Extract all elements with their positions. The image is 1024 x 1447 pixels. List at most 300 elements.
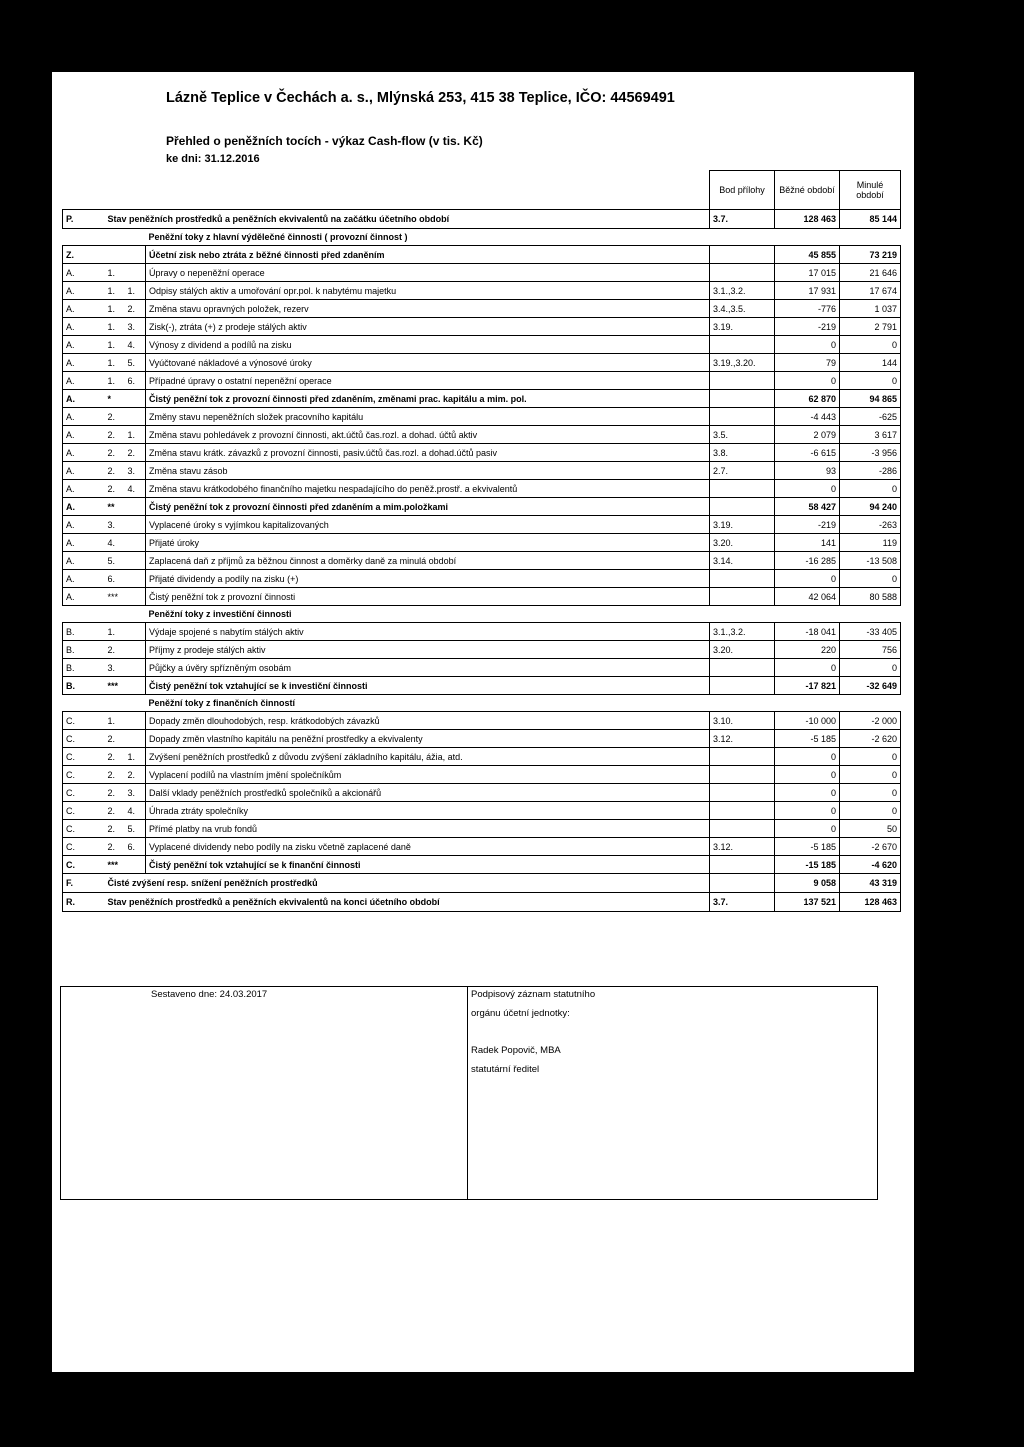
row-note: 3.20. <box>710 534 775 552</box>
row-note <box>710 570 775 588</box>
header-row <box>63 171 901 210</box>
row-code-3 <box>125 677 146 695</box>
row-note <box>710 246 775 264</box>
row-code-1: A. <box>63 318 105 336</box>
row-note <box>710 372 775 390</box>
table-row <box>63 802 901 820</box>
row-previous: -286 <box>840 462 901 480</box>
row-note <box>710 659 775 677</box>
row-current: 0 <box>775 659 840 677</box>
table-row <box>63 534 901 552</box>
row-code-1: A. <box>63 408 105 426</box>
row-note: 3.7. <box>710 210 775 229</box>
row-note: 3.19. <box>710 516 775 534</box>
row-note: 3.10. <box>710 712 775 730</box>
signatory-role: statutární ředitel <box>471 1064 540 1075</box>
table-row <box>63 552 901 570</box>
row-code-1: A. <box>63 264 105 282</box>
row-current: 79 <box>775 354 840 372</box>
row-label: Zvýšení peněžních prostředků z důvodu zvýšení základního kapitálu, ážia, atd. <box>146 748 710 766</box>
row-current: 0 <box>775 766 840 784</box>
row-code-3: 2. <box>125 444 146 462</box>
row-code: R. <box>63 893 105 912</box>
row-label: Dopady změn dlouhodobých, resp. krátkodobých závazků <box>146 712 710 730</box>
row-code-1: B. <box>63 677 105 695</box>
row-code-2: 2. <box>105 641 125 659</box>
table-row <box>63 300 901 318</box>
row-code-3: 1. <box>125 748 146 766</box>
row-label: Změna stavu krátk. závazků z provozní činnosti, pasiv.účtů čas.rozl. a dohad.účtů pasiv <box>146 444 710 462</box>
row-current: 0 <box>775 784 840 802</box>
row-code-2: 1. <box>105 300 125 318</box>
row-previous: -13 508 <box>840 552 901 570</box>
row-current: 0 <box>775 570 840 588</box>
row-note: 3.12. <box>710 730 775 748</box>
row-code-2: 3. <box>105 516 125 534</box>
row-label: Změna stavu pohledávek z provozní činnosti, akt.účtů čas.rozl. a dohad. účtů aktiv <box>146 426 710 444</box>
row-code-2: 3. <box>105 659 125 677</box>
row-current: 0 <box>775 820 840 838</box>
row-label: Změna stavu opravných položek, rezerv <box>146 300 710 318</box>
table-row <box>63 354 901 372</box>
row-previous: 0 <box>840 372 901 390</box>
row-code-1: C. <box>63 748 105 766</box>
row-previous: 0 <box>840 659 901 677</box>
row-note <box>710 856 775 874</box>
row-note <box>710 677 775 695</box>
table-row <box>63 444 901 462</box>
table-row <box>63 856 901 874</box>
row-code-3: 4. <box>125 336 146 354</box>
row-current: -15 185 <box>775 856 840 874</box>
row-code-3 <box>125 246 146 264</box>
row-note: 3.1.,3.2. <box>710 623 775 641</box>
table-row <box>63 588 901 606</box>
table-row <box>63 498 901 516</box>
row-code-1: C. <box>63 784 105 802</box>
row-note <box>710 498 775 516</box>
col-previous-header: Minulé období <box>840 171 901 210</box>
row-previous: 0 <box>840 480 901 498</box>
row-previous: 0 <box>840 748 901 766</box>
row-previous: 0 <box>840 784 901 802</box>
row-previous: -4 620 <box>840 856 901 874</box>
row-current: -16 285 <box>775 552 840 570</box>
row-label: Přijaté úroky <box>146 534 710 552</box>
row-code-2: 2. <box>105 820 125 838</box>
row-previous: 119 <box>840 534 901 552</box>
row-code-1: B. <box>63 641 105 659</box>
table-row <box>63 712 901 730</box>
signature-record-label-1: Podpisový záznam statutního <box>471 989 596 1000</box>
row-code-1: C. <box>63 838 105 856</box>
col-note-header: Bod přílohy <box>710 171 775 210</box>
row-code-1: A. <box>63 390 105 408</box>
compiled-date: Sestaveno dne: 24.03.2017 <box>151 989 268 1000</box>
row-current: -5 185 <box>775 730 840 748</box>
row-code-2: * <box>105 390 125 408</box>
row-code-3: 5. <box>125 820 146 838</box>
table-row <box>63 210 901 229</box>
row-note <box>710 820 775 838</box>
row-current: -6 615 <box>775 444 840 462</box>
table-row <box>63 246 901 264</box>
row-note <box>710 784 775 802</box>
row-code-3 <box>125 534 146 552</box>
spacer <box>63 695 146 712</box>
row-previous: 0 <box>840 570 901 588</box>
table-row <box>63 282 901 300</box>
table-row <box>63 264 901 282</box>
row-code-2: 2. <box>105 784 125 802</box>
row-code-2: 1. <box>105 354 125 372</box>
table-row <box>63 480 901 498</box>
row-code-2: 2. <box>105 730 125 748</box>
row-code-1: C. <box>63 766 105 784</box>
row-code-2: 1. <box>105 336 125 354</box>
row-current: 17 931 <box>775 282 840 300</box>
row-code-2: 4. <box>105 534 125 552</box>
row-code-3 <box>125 712 146 730</box>
row-label: Případné úpravy o ostatní nepeněžní operace <box>146 372 710 390</box>
row-label: Úpravy o nepeněžní operace <box>146 264 710 282</box>
row-code-3: 3. <box>125 462 146 480</box>
report-date: ke dni: 31.12.2016 <box>166 153 260 165</box>
row-current: 0 <box>775 480 840 498</box>
row-current: -17 821 <box>775 677 840 695</box>
table-row <box>63 874 901 893</box>
row-note: 2.7. <box>710 462 775 480</box>
table-row <box>63 390 901 408</box>
row-current: -10 000 <box>775 712 840 730</box>
row-code-1: A. <box>63 300 105 318</box>
row-label: Změna stavu krátkodobého finančního majetku nespadajícího do peněž.prostř. a ekvivalentů <box>146 480 710 498</box>
row-note: 3.12. <box>710 838 775 856</box>
row-previous: 85 144 <box>840 210 901 229</box>
table-row <box>63 893 901 912</box>
table-row <box>63 730 901 748</box>
row-code-3 <box>125 623 146 641</box>
row-previous: -2 620 <box>840 730 901 748</box>
row-previous: -263 <box>840 516 901 534</box>
row-code-3 <box>125 390 146 408</box>
row-code-2: 2. <box>105 802 125 820</box>
row-code-3: 2. <box>125 300 146 318</box>
row-current: -219 <box>775 318 840 336</box>
row-label: Stav peněžních prostředků a peněžních ekvivalentů na konci účetního období <box>105 893 710 912</box>
row-code-2: 2. <box>105 408 125 426</box>
row-label: Čistý peněžní tok z provozní činnosti před zdaněním a mim.položkami <box>146 498 710 516</box>
row-code-3: 4. <box>125 480 146 498</box>
row-note: 3.20. <box>710 641 775 659</box>
row-previous: 50 <box>840 820 901 838</box>
row-current: 0 <box>775 748 840 766</box>
row-note: 3.19.,3.20. <box>710 354 775 372</box>
row-label: Čistý peněžní tok z provozní činnosti <box>146 588 710 606</box>
table-row <box>63 641 901 659</box>
row-previous: 3 617 <box>840 426 901 444</box>
row-note: 3.5. <box>710 426 775 444</box>
row-code-1: A. <box>63 516 105 534</box>
row-code-1: C. <box>63 730 105 748</box>
row-code-1: Z. <box>63 246 105 264</box>
row-label: Přijaté dividendy a podíly na zisku (+) <box>146 570 710 588</box>
row-code-1: A. <box>63 498 105 516</box>
row-note: 3.14. <box>710 552 775 570</box>
row-label: Vyplacení podílů na vlastním jmění společníkům <box>146 766 710 784</box>
signature-record-label-2: orgánu účetní jednotky: <box>471 1008 570 1019</box>
row-code-3 <box>125 498 146 516</box>
row-label: Odpisy stálých aktiv a umořování opr.pol. k nabytému majetku <box>146 282 710 300</box>
row-code-2: 2. <box>105 748 125 766</box>
row-previous: 73 219 <box>840 246 901 264</box>
row-note <box>710 264 775 282</box>
table-row <box>63 748 901 766</box>
row-label: Účetní zisk nebo ztráta z běžné činnosti před zdaněním <box>146 246 710 264</box>
table-row <box>63 784 901 802</box>
table-row <box>63 820 901 838</box>
row-label: Vyplacené dividendy nebo podíly na zisku včetně zaplacené daně <box>146 838 710 856</box>
row-code-2: 2. <box>105 480 125 498</box>
table-row <box>63 838 901 856</box>
row-code-2: 1. <box>105 623 125 641</box>
row-previous: 2 791 <box>840 318 901 336</box>
row-code-2: 5. <box>105 552 125 570</box>
row-current: 141 <box>775 534 840 552</box>
table-row <box>63 462 901 480</box>
row-code-3 <box>125 570 146 588</box>
row-current: 58 427 <box>775 498 840 516</box>
table-row <box>63 372 901 390</box>
row-current: 17 015 <box>775 264 840 282</box>
row-code-1: C. <box>63 820 105 838</box>
row-code-2: *** <box>105 588 125 606</box>
spacer <box>63 606 146 623</box>
section-heading-row <box>63 229 901 246</box>
row-code-2: 2. <box>105 426 125 444</box>
row-note <box>710 802 775 820</box>
row-code-3: 6. <box>125 372 146 390</box>
row-previous: -625 <box>840 408 901 426</box>
row-code-3: 1. <box>125 282 146 300</box>
row-code-3: 3. <box>125 784 146 802</box>
section-heading-row <box>63 695 901 712</box>
row-current: -5 185 <box>775 838 840 856</box>
company-title: Lázně Teplice v Čechách a. s., Mlýnská 253, 415 38 Teplice, IČO: 44569491 <box>166 90 675 106</box>
table-row <box>63 336 901 354</box>
row-label: Stav peněžních prostředků a peněžních ekvivalentů na začátku účetního období <box>105 210 710 229</box>
row-previous: 80 588 <box>840 588 901 606</box>
row-current: 0 <box>775 802 840 820</box>
table-row <box>63 766 901 784</box>
section-heading-row <box>63 606 901 623</box>
row-current: -776 <box>775 300 840 318</box>
row-label: Zisk(-), ztráta (+) z prodeje stálých aktiv <box>146 318 710 336</box>
row-code-1: A. <box>63 534 105 552</box>
row-note <box>710 408 775 426</box>
row-current: 45 855 <box>775 246 840 264</box>
row-code-2: *** <box>105 856 125 874</box>
row-code-3 <box>125 730 146 748</box>
table-row <box>63 677 901 695</box>
row-code-3: 1. <box>125 426 146 444</box>
col-current-header: Běžné období <box>775 171 840 210</box>
row-code-1: B. <box>63 623 105 641</box>
row-code-1: A. <box>63 282 105 300</box>
row-code-3 <box>125 264 146 282</box>
row-previous: 21 646 <box>840 264 901 282</box>
row-code-2: 2. <box>105 766 125 784</box>
row-previous: 94 865 <box>840 390 901 408</box>
row-code-3 <box>125 641 146 659</box>
row-code-1: A. <box>63 372 105 390</box>
row-code-1: A. <box>63 588 105 606</box>
row-current: 0 <box>775 336 840 354</box>
table-row <box>63 659 901 677</box>
row-label: Zaplacená daň z příjmů za běžnou činnost a doměrky daně za minulá období <box>146 552 710 570</box>
row-code-2: 1. <box>105 318 125 336</box>
row-previous: 144 <box>840 354 901 372</box>
row-code: P. <box>63 210 105 229</box>
cashflow-table <box>62 170 901 912</box>
row-code-2: 2. <box>105 462 125 480</box>
row-code-1: A. <box>63 444 105 462</box>
row-code-1: C. <box>63 712 105 730</box>
row-label: Přímé platby na vrub fondů <box>146 820 710 838</box>
row-code-2: 2. <box>105 444 125 462</box>
row-note: 3.4.,3.5. <box>710 300 775 318</box>
row-previous: 43 319 <box>840 874 901 893</box>
row-previous: -2 670 <box>840 838 901 856</box>
table-row <box>63 318 901 336</box>
row-previous: -32 649 <box>840 677 901 695</box>
table-row <box>63 570 901 588</box>
row-label: Čistý peněžní tok z provozní činnosti před zdaněním, změnami prac. kapitálu a mim. pol. <box>146 390 710 408</box>
row-note <box>710 390 775 408</box>
row-previous: 1 037 <box>840 300 901 318</box>
row-code-3 <box>125 408 146 426</box>
row-code-1: A. <box>63 570 105 588</box>
row-label: Změna stavu zásob <box>146 462 710 480</box>
row-code-1: A. <box>63 552 105 570</box>
row-current: -219 <box>775 516 840 534</box>
row-current: 62 870 <box>775 390 840 408</box>
row-code-1: B. <box>63 659 105 677</box>
section-heading: Peněžní toky z hlavní výdělečné činnosti ( provozní činnost ) <box>148 232 408 242</box>
row-current: 220 <box>775 641 840 659</box>
row-label: Příjmy z prodeje stálých aktiv <box>146 641 710 659</box>
row-current: 93 <box>775 462 840 480</box>
table-row <box>63 426 901 444</box>
spacer <box>63 229 146 246</box>
row-code-2: 2. <box>105 838 125 856</box>
row-note <box>710 874 775 893</box>
row-code-2: 1. <box>105 282 125 300</box>
row-note <box>710 748 775 766</box>
row-code-1: A. <box>63 354 105 372</box>
row-note <box>710 336 775 354</box>
row-note <box>710 766 775 784</box>
row-previous: 128 463 <box>840 893 901 912</box>
row-note: 3.7. <box>710 893 775 912</box>
compiled-cell <box>61 987 468 1199</box>
row-previous: -3 956 <box>840 444 901 462</box>
row-code-1: A. <box>63 462 105 480</box>
signature-box <box>60 986 878 1200</box>
row-note: 3.1.,3.2. <box>710 282 775 300</box>
section-heading: Peněžní toky z investiční činnosti <box>148 609 292 619</box>
row-code-3: 4. <box>125 802 146 820</box>
row-code-3 <box>125 516 146 534</box>
row-code-2 <box>105 246 125 264</box>
table-row <box>63 408 901 426</box>
row-previous: 0 <box>840 802 901 820</box>
row-current: -18 041 <box>775 623 840 641</box>
document-page <box>52 72 914 1372</box>
row-label: Dopady změn vlastního kapitálu na peněžní prostředky a ekvivalenty <box>146 730 710 748</box>
row-current: 42 064 <box>775 588 840 606</box>
table-row <box>63 623 901 641</box>
row-code-2: 1. <box>105 372 125 390</box>
row-previous: -33 405 <box>840 623 901 641</box>
row-previous: -2 000 <box>840 712 901 730</box>
row-label: Změny stavu nepeněžních složek pracovního kapitálu <box>146 408 710 426</box>
section-heading: Peněžní toky z finančních činností <box>148 698 296 708</box>
row-code-3 <box>125 588 146 606</box>
row-code-3 <box>125 552 146 570</box>
row-previous: 17 674 <box>840 282 901 300</box>
row-label: Čistý peněžní tok vztahující se k investiční činnosti <box>146 677 710 695</box>
row-code-2: *** <box>105 677 125 695</box>
row-code-2: 1. <box>105 712 125 730</box>
row-note <box>710 480 775 498</box>
row-code-2: ** <box>105 498 125 516</box>
row-label: Půjčky a úvěry spřízněným osobám <box>146 659 710 677</box>
row-note: 3.8. <box>710 444 775 462</box>
row-previous: 756 <box>840 641 901 659</box>
row-code-3: 5. <box>125 354 146 372</box>
row-note <box>710 588 775 606</box>
table-row <box>63 516 901 534</box>
row-label: Úhrada ztráty společníky <box>146 802 710 820</box>
row-code-3 <box>125 856 146 874</box>
row-label: Výnosy z dividend a podílů na zisku <box>146 336 710 354</box>
row-current: 9 058 <box>775 874 840 893</box>
row-code-3: 6. <box>125 838 146 856</box>
row-current: 137 521 <box>775 893 840 912</box>
row-previous: 94 240 <box>840 498 901 516</box>
row-current: 2 079 <box>775 426 840 444</box>
row-note: 3.19. <box>710 318 775 336</box>
row-previous: 0 <box>840 336 901 354</box>
row-code: F. <box>63 874 105 893</box>
row-code-1: C. <box>63 856 105 874</box>
row-label: Čistý peněžní tok vztahující se k finanční činnosti <box>146 856 710 874</box>
row-code-1: C. <box>63 802 105 820</box>
row-code-3: 3. <box>125 318 146 336</box>
row-code-3 <box>125 659 146 677</box>
row-code-1: A. <box>63 426 105 444</box>
row-current: 128 463 <box>775 210 840 229</box>
row-label: Vyúčtované nákladové a výnosové úroky <box>146 354 710 372</box>
row-code-2: 6. <box>105 570 125 588</box>
row-label: Další vklady peněžních prostředků společníků a akcionářů <box>146 784 710 802</box>
row-code-2: 1. <box>105 264 125 282</box>
signatory-name: Radek Popovič, MBA <box>471 1045 561 1056</box>
row-label: Čisté zvýšení resp. snížení peněžních prostředků <box>105 874 710 893</box>
row-code-1: A. <box>63 480 105 498</box>
row-current: -4 443 <box>775 408 840 426</box>
